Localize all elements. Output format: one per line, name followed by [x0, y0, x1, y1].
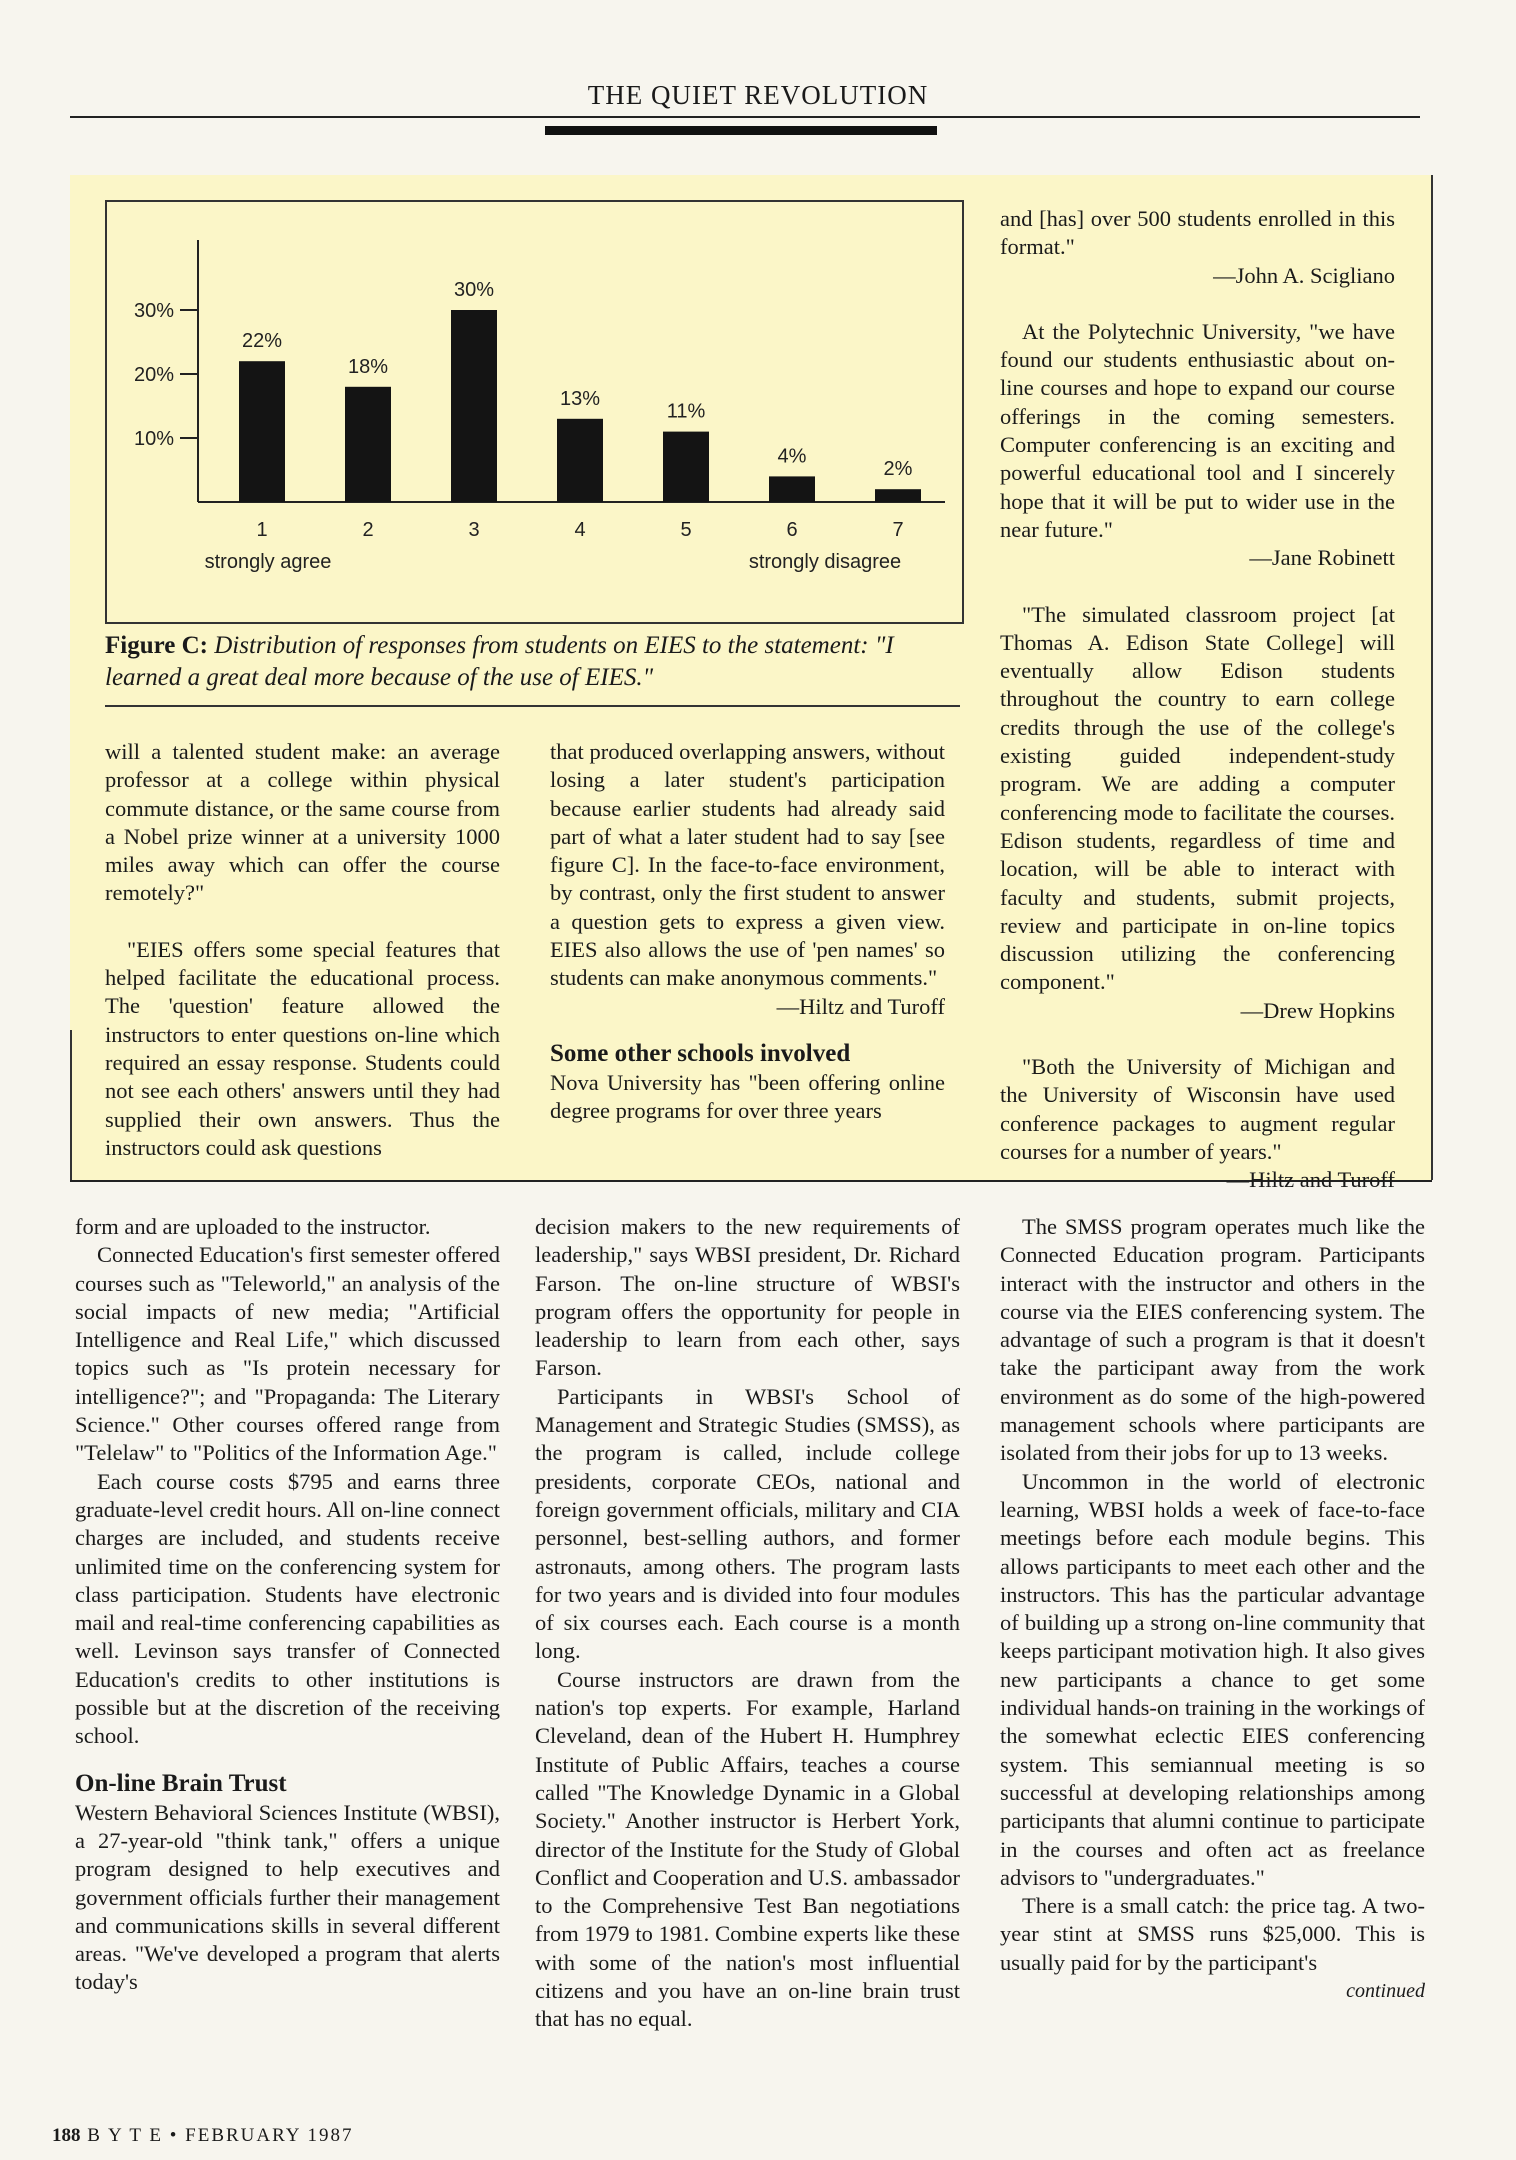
figure-caption-text: Distribution of responses from students on EIES to the statement: "I learned a great deal more because of the use of EIES." [105, 632, 894, 691]
bar [663, 432, 709, 502]
x-tick-label: 3 [468, 519, 480, 541]
bar [557, 419, 603, 502]
data-label: 22% [241, 330, 283, 353]
paragraph: "Both the University of Michigan and the University of Wisconsin have used conference packages to augment regular courses for a number of years." [1000, 1054, 1395, 1164]
body-column-3 [1000, 1213, 1425, 2005]
paragraph: will a talented student make: an average professor at a college within physical commute distance, or the same course from a Nobel prize winner at a university 1000 miles away which can offer the course remotely?" [105, 739, 500, 906]
page-footer [52, 2125, 354, 2147]
data-label: 13% [559, 387, 601, 410]
header-rule [70, 116, 1420, 118]
x-annotation-left: strongly agree [204, 551, 332, 573]
y-tick-label: 20% [133, 364, 174, 386]
running-head: THE QUIET REVOLUTION [587, 80, 929, 110]
bar [875, 489, 921, 502]
section-heading: Some other schools involved [550, 1039, 851, 1067]
x-tick-label: 4 [574, 519, 586, 541]
paragraph: form and are uploaded to the instructor. [75, 1214, 431, 1239]
bar [345, 387, 391, 502]
body-column-2 [535, 1213, 960, 2034]
x-tick-label: 7 [892, 519, 904, 541]
caption-rule [105, 705, 960, 707]
data-label: 4% [777, 445, 807, 468]
paragraph: decision makers to the new requirements of leadership," says WBSI president, Dr. Richard Farson. The on-line structure of WBSI's program offers the opportunity for people in leadership to learn from each other, says Farson. [535, 1214, 960, 1381]
data-label: 11% [666, 400, 706, 423]
x-annotation-right: strongly disagree [748, 551, 902, 573]
bar-chart [105, 200, 960, 620]
paragraph: Uncommon in the world of electronic learning, WBSI holds a week of face-to-face meetings before each module begins. This allows participants to meet each other and the instructors. This has the particular advantage of building up a strong on-line community that keeps participant motivation high. It also gives new participants a chance to get some individual hands-on training in the workings of the somewhat eclectic EIES conferencing system. This semiannual meeting is so successful at developing relationships among participants that alumni continue to participate in the courses and often act as freelance advisors to "undergraduates." [1000, 1468, 1425, 1890]
attribution: —Jane Robinett [1249, 545, 1395, 571]
paragraph: At the Polytechnic University, "we have found our students enthusiastic about on-line courses and hope to expand our course offerings in the coming semesters. Computer conferencing is an exciting and powerful educational tool and I sincerely hope that it will be put to wider use in the near future." [1000, 318, 1395, 542]
sidebar-column-3 [1000, 205, 1395, 1195]
attribution: —Hiltz and Turoff [776, 993, 945, 1019]
header-accent-bar [545, 126, 937, 135]
data-label: 2% [883, 458, 913, 481]
x-tick-label: 1 [256, 519, 268, 541]
data-label: 30% [453, 279, 495, 301]
paragraph: and [has] over 500 students enrolled in this format." [1000, 206, 1395, 260]
attribution: —Hiltz and Turoff [1226, 1167, 1395, 1193]
paragraph: Participants in WBSI's School of Management and Strategic Studies (SMSS), as the program is called, include college presidents, corporate CEOs, national and foreign government officials, military and CIA personnel, best-selling authors, and former astronauts, among others. The program lasts for two years and is divided into four modules of six courses each. Each course is a month long. [535, 1383, 960, 1664]
continued-note: continued [1346, 1980, 1425, 2003]
y-tick-label: 10% [133, 428, 174, 450]
paragraph: Nova University has "been offering online degree programs for over three years [550, 1069, 945, 1124]
body-column-1 [75, 1213, 500, 1997]
section-heading: On-line Brain Trust [75, 1769, 287, 1797]
x-tick-label: 5 [680, 519, 692, 541]
bar [239, 361, 285, 502]
paragraph: Connected Education's first semester offered courses such as "Teleworld," an analysis of the social impacts of new media; "Artificial Intelligence and Real Life," which discussed topics such as "Is protein necessary for intelligence?"; and "Propaganda: The Literary Science." Other courses offered range from "Telelaw" to "Politics of the Information Age." [75, 1242, 500, 1466]
sidebar-box-edge [70, 1030, 72, 1180]
paragraph: that produced overlapping answers, without losing a later student's participation because earlier students had already said part of what a later student had to say [see figure C]. In the face-to-face environment, by contrast, only the first student to answer a question gets to express a given view. EIES also allows the use of 'pen names' so students can make anonymous comments." [550, 739, 945, 991]
y-tick-label: 30% [133, 300, 174, 322]
paragraph: "EIES offers some special features that helped facilitate the educational process. The 'question' feature allowed the instructors to enter questions on-line which required an essay response. Students could not see each others' answers until they had supplied their own answers. Thus the instructors could ask questions [105, 936, 500, 1160]
x-tick-label: 6 [786, 519, 798, 541]
paragraph: There is a small catch: the price tag. A two-year stint at SMSS runs $25,000. This is usually paid for by the participant's [1000, 1893, 1425, 1975]
paragraph: "The simulated classroom project [at Thomas A. Edison State College] will eventually allow Edison students throughout the country to earn college credits through the use of the college's existing guided independent-study program. We are adding a computer conferencing mode to facilitate the courses. Edison students, regardless of time and location, will be able to interact with faculty and students, submit projects, review and participate in on-line topics discussion utilizing the conferencing component." [1000, 601, 1395, 995]
attribution: —John A. Scigliano [1213, 262, 1395, 288]
page-number: 188 [52, 2125, 81, 2146]
attribution: —Drew Hopkins [1240, 997, 1395, 1023]
x-tick-label: 2 [362, 519, 374, 541]
paragraph: Each course costs $795 and earns three graduate-level credit hours. All on-line connect charges are included, and students receive unlimited time on the conferencing system for class participation. Students have electronic mail and real-time conferencing capabilities as well. Levinson says transfer of Connected Education's credits to other institutions is possible but at the discretion of the receiving school. [75, 1468, 500, 1749]
paragraph: The SMSS program operates much like the Connected Education program. Participants interact with the instructor and others in the course via the EIES conferencing system. The advantage of such a program is that it doesn't take the participant away from the work environment as do some of the high-powered management schools where participants are isolated from their jobs for up to 13 weeks. [1000, 1214, 1425, 1466]
figure-caption [105, 630, 965, 694]
paragraph: Course instructors are drawn from the nation's top experts. For example, Harland Cleveland, dean of the Hubert H. Humphrey Institute of Public Affairs, teaches a course called "The Knowledge Dynamic in a Global Society." Another instructor is Herbert York, director of the Institute for the Study of Global Conflict and Cooperation and U.S. ambassador to the Comprehensive Test Ban negotiations from 1979 to 1981. Combine experts like these with some of the nation's most influential citizens and you have an on-line brain trust that has no equal. [535, 1666, 960, 2032]
sidebar-box-edge [1431, 175, 1433, 1180]
bar [769, 476, 815, 502]
figure-label: Figure C: [105, 632, 208, 659]
data-label: 18% [347, 355, 389, 378]
bar [451, 310, 497, 502]
paragraph: Western Behavioral Sciences Institute (WBSI), a 27-year-old "think tank," offers a unique program designed to help executives and government officials further their management and communications skills in several different areas. "We've developed a program that alerts today's [75, 1799, 500, 1995]
sidebar-column-2 [550, 738, 945, 1126]
sidebar-column-1 [105, 738, 500, 1162]
publication-line: B Y T E • FEBRUARY 1987 [87, 2125, 354, 2146]
